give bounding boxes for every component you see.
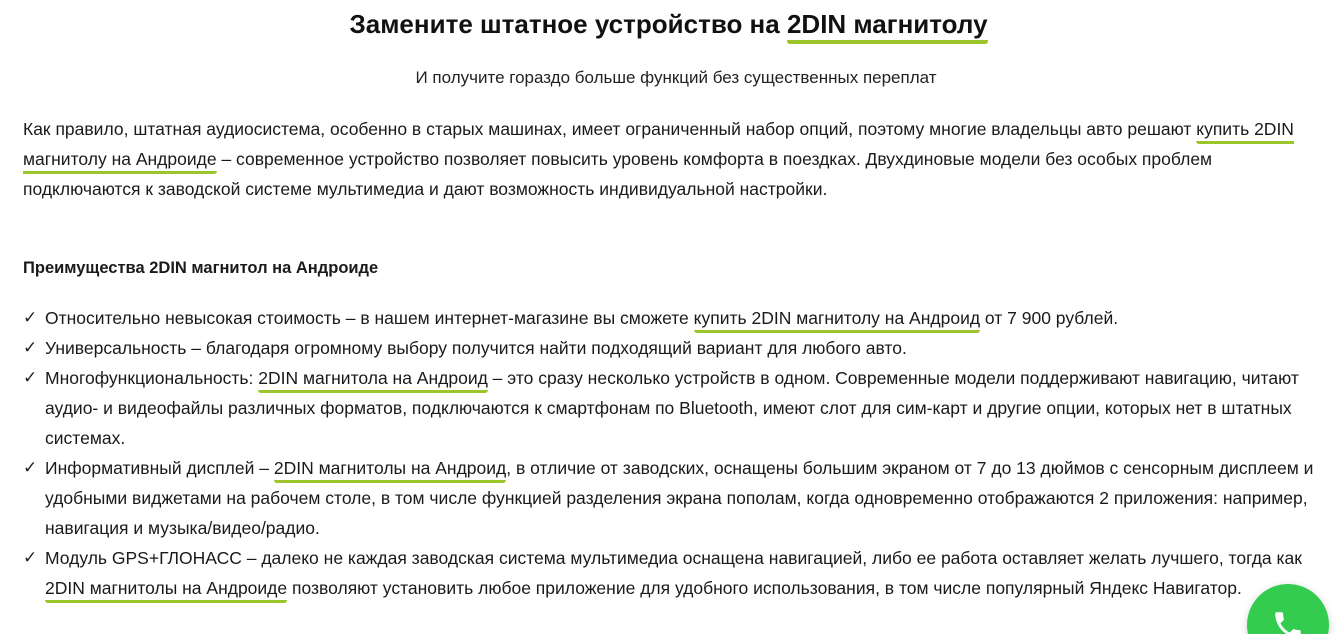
checkmark-icon: ✓ — [23, 458, 38, 477]
intro-link[interactable]: купить 2DIN магнитолу на Андроиде — [23, 119, 1294, 174]
page-subtitle: И получите гораздо больше функций без существенных переплат — [415, 68, 937, 87]
advantages-list — [23, 303, 1323, 603]
intro-text-end: – современное устройство позволяет повысить уровень комфорта в поездках. Двухдиновые модели без особых проблем подключаются к заводской системе мультимедиа и дают возможность индивидуальной настройки. — [23, 149, 1213, 199]
list-item-text: Информативный дисплей – — [45, 458, 274, 478]
list-item-text: Многофункциональность: — [45, 368, 259, 388]
list-item-text: Модуль GPS+ГЛОНАСС – далеко не каждая заводская система мультимедиа оснащена навигацией, либо ее работа оставляет желать лучшего, тогда как — [45, 548, 1302, 568]
list-item-universality — [23, 333, 1323, 363]
intro-text-start: Как правило, штатная аудиосистема, особенно в старых машинах, имеет ограниченный набор опций, поэтому многие владельцы авто решают — [23, 119, 1197, 139]
list-item-text: Универсальность – благодаря огромному выбору получится найти подходящий вариант для любого авто. — [45, 338, 907, 358]
list-item-text: – это сразу несколько устройств в одном. Современные модели поддерживают навигацию, читают аудио- и видеофайлы различных форматов, подключаются к смартфонам по Bluetooth, имеют слот для сим-карт и другие опции, которых нет в штатных системах. — [45, 368, 1299, 448]
intro-paragraph — [23, 114, 1323, 204]
list-item-link[interactable]: купить 2DIN магнитолу на Андроид — [694, 308, 980, 333]
list-item-text: Относительно невысокая стоимость – в нашем интернет-магазине вы сможете — [45, 308, 694, 328]
checkmark-icon: ✓ — [23, 308, 38, 327]
list-item-link[interactable]: 2DIN магнитолы на Андроид — [274, 458, 506, 483]
list-item-text: от 7 900 рублей. — [980, 308, 1119, 328]
list-item-link[interactable]: 2DIN магнитола на Андроид — [258, 368, 488, 393]
list-item-text: позволяют установить любое приложение для удобного использования, в том числе популярный Яндекс Навигатор. — [287, 578, 1242, 598]
checkmark-icon: ✓ — [23, 338, 38, 357]
list-item-cost — [23, 303, 1323, 333]
list-item-multifunction — [23, 363, 1323, 453]
phone-icon — [1271, 608, 1305, 634]
title-link[interactable]: 2DIN магнитолу — [787, 9, 988, 44]
page-title — [0, 6, 1337, 42]
title-text: Замените штатное устройство на — [349, 9, 787, 39]
checkmark-icon: ✓ — [23, 368, 38, 387]
list-item-gps — [23, 543, 1323, 603]
list-item-text: , в отличие от заводских, оснащены большим экраном от 7 до 13 дюймов с сенсорным дисплеем и удобными виджетами на рабочем столе, в том числе функцией разделения экрана пополам, когда одновременно отображаются 2 приложения: например, навигация и музыка/видео/радио. — [45, 458, 1314, 538]
checkmark-icon: ✓ — [23, 548, 38, 567]
advantages-heading: Преимущества 2DIN магнитол на Андроиде — [23, 259, 379, 277]
list-item-link[interactable]: 2DIN магнитолы на Андроиде — [45, 578, 287, 603]
list-item-display — [23, 453, 1323, 543]
